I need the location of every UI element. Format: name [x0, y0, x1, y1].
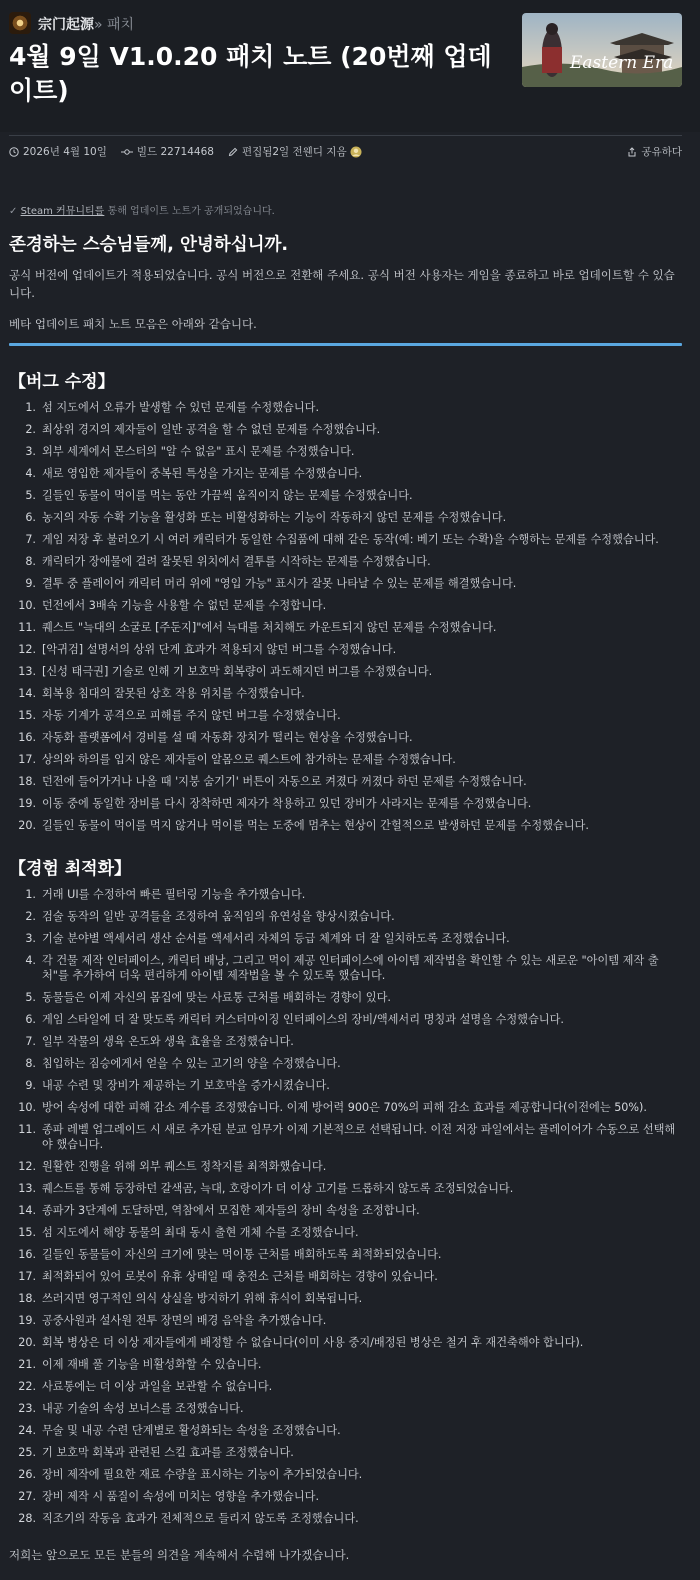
list-item-number: 10.	[18, 599, 36, 612]
list-item	[9, 686, 681, 708]
list-item-text: 게임 저장 후 불러오기 시 여러 캐릭터가 동일한 수집품에 대해 같은 동작(예: 베기 또는 수확)을 수행하는 문제를 수정했습니다.	[42, 533, 659, 546]
list-item-text: 공중사원과 설사원 전투 장면의 배경 음악을 추가했습니다.	[42, 1314, 327, 1327]
list-item-number: 7.	[25, 533, 36, 546]
list-item	[9, 818, 681, 840]
list-item-text: 캐릭터가 장애물에 걸려 잘못된 위치에서 결투를 시작하는 문제를 수정했습니다.	[42, 555, 431, 568]
list-item	[9, 1313, 681, 1335]
list-item-text: 쓰러지면 영구적인 의식 상실을 방지하기 위해 휴식이 회복됩니다.	[42, 1292, 363, 1305]
list-item-number: 18.	[18, 775, 36, 788]
list-item-number: 1.	[25, 888, 36, 901]
list-item-number: 26.	[18, 1468, 36, 1481]
list-item-text: 회복용 침대의 잘못된 상호 작용 위치를 수정했습니다.	[42, 687, 305, 700]
list-item-text: 퀘스트를 통해 등장하던 갈색곰, 늑대, 호랑이가 더 이상 고기를 드롭하지 않도록 조정되었습니다.	[42, 1182, 514, 1195]
list-item-number: 18.	[18, 1292, 36, 1305]
list-item	[9, 909, 681, 931]
section-heading-bugfix: 【버그 수정】	[9, 372, 115, 392]
list-item	[9, 1034, 681, 1056]
list-item-text: 거래 UI를 수정하여 빠른 필터링 기능을 추가했습니다.	[42, 888, 306, 901]
post-meta	[9, 144, 380, 159]
list-item-number: 15.	[18, 709, 36, 722]
list-item-number: 10.	[18, 1101, 36, 1114]
list-item-number: 20.	[18, 819, 36, 832]
list-item-number: 24.	[18, 1424, 36, 1437]
list-item-number: 3.	[25, 932, 36, 945]
list-item	[9, 1012, 681, 1034]
list-item-number: 20.	[18, 1336, 36, 1349]
greeting-heading: 존경하는 스승님들께, 안녕하십니까.	[9, 235, 289, 255]
list-item-text: 장비 제작에 필요한 재료 수량을 표시하는 기능이 추가되었습니다.	[42, 1468, 363, 1481]
list-item-text: 퀘스트 "늑대의 소굴로 [주둔지]"에서 늑대를 처치해도 카운트되지 않던 문제를 수정했습니다.	[42, 621, 497, 634]
list-item-number: 1.	[25, 401, 36, 414]
list-item	[9, 1379, 681, 1401]
list-item	[9, 1467, 681, 1489]
list-item-number: 5.	[25, 489, 36, 502]
page-title: 4월 9일 V1.0.20 패치 노트 (20번째 업데이트)	[9, 42, 492, 105]
list-item-text: 이제 재배 풀 기능을 비활성화할 수 있습니다.	[42, 1358, 262, 1371]
list-item-text: 방어 속성에 대한 피해 감소 계수를 조정했습니다. 이제 방어력 900은 70%의 피해 감소 효과를 제공합니다(이전에는 50%).	[42, 1101, 647, 1114]
list-item	[9, 1445, 681, 1467]
list-item-number: 25.	[18, 1446, 36, 1459]
list-item-number: 19.	[18, 1314, 36, 1327]
list-item-text: 자동 기계가 공격으로 피해를 주지 않던 버그를 수정했습니다.	[42, 709, 341, 722]
intro-paragraph: 공식 버전에 업데이트가 적용되었습니다. 공식 버전으로 전환해 주세요. 공식 버전 사용자는 게임을 종료하고 바로 업데이트할 수 있습니다.	[9, 268, 675, 300]
list-item-text: 새로 영입한 제자들이 중복된 특성을 가지는 문제를 수정했습니다.	[42, 467, 363, 480]
thumbnail-logo-text: Eastern Era	[570, 53, 674, 73]
list-item	[9, 1078, 681, 1100]
list-item-text: 섬 지도에서 해양 동물의 최대 동시 출현 개체 수를 조정했습니다.	[42, 1226, 359, 1239]
breadcrumb-separator: »	[94, 17, 103, 33]
list-item	[9, 1511, 681, 1533]
list-item-text: 검술 동작의 일반 공격들을 조정하여 움직임의 유연성을 향상시켰습니다.	[42, 910, 395, 923]
list-item-text: 외부 세계에서 몬스터의 "알 수 없음" 표시 문제를 수정했습니다.	[42, 445, 355, 458]
list-item	[9, 887, 681, 909]
list-item	[9, 931, 681, 953]
list-item-number: 28.	[18, 1512, 36, 1525]
list-item-number: 4.	[25, 954, 36, 967]
game-logo-icon[interactable]	[9, 12, 31, 34]
list-item	[9, 664, 681, 686]
list-item-text: 회복 병상은 더 이상 제자들에게 배정할 수 없습니다(이미 사용 중지/배정된 병상은 철거 후 재건축해야 합니다).	[42, 1336, 584, 1349]
list-item-text: 내공 기술의 속성 보너스를 조정했습니다.	[42, 1402, 244, 1415]
list-item	[9, 730, 681, 752]
list-item	[9, 1100, 681, 1122]
section-divider	[9, 343, 682, 346]
list-item	[9, 752, 681, 774]
list-item	[9, 400, 681, 422]
list-item-text: 침입하는 짐승에게서 얻을 수 있는 고기의 양을 수정했습니다.	[42, 1057, 341, 1070]
list-item-number: 14.	[18, 687, 36, 700]
list-item-number: 4.	[25, 467, 36, 480]
list-item-text: 일부 작물의 생육 온도와 생육 효율을 조정했습니다.	[42, 1035, 294, 1048]
list-item	[9, 1335, 681, 1357]
list-item	[9, 510, 681, 532]
list-item-text: 농지의 자동 수확 기능을 활성화 또는 비활성화하는 기능이 작동하지 않던 문제를 수정했습니다.	[42, 511, 507, 524]
list-item-text: 종파가 3단계에 도달하면, 역참에서 모집한 제자들의 장비 속성을 조정합니다.	[42, 1204, 420, 1217]
list-item-text: 게임 스타일에 더 잘 맞도록 캐릭터 커스터마이징 인터페이스의 장비/액세서리 명칭과 설명을 수정했습니다.	[42, 1013, 564, 1026]
list-item-number: 9.	[25, 577, 36, 590]
breadcrumb-game-link[interactable]: 宗门起源	[38, 17, 94, 33]
list-item-text: 자동화 플랫폼에서 경비를 설 때 자동화 장치가 떨리는 현상을 수정했습니다.	[42, 731, 413, 744]
list-item-text: 이동 중에 동일한 장비를 다시 장착하면 제자가 착용하고 있던 장비가 사라지는 문제를 수정했습니다.	[42, 797, 532, 810]
list-item	[9, 422, 681, 444]
list-item-number: 13.	[18, 1182, 36, 1195]
list-item-text: 최적화되어 있어 로봇이 유휴 상태일 때 충전소 근처를 배회하는 경향이 있습니다.	[42, 1270, 438, 1283]
author-avatar[interactable]	[350, 146, 362, 158]
share-icon	[627, 147, 637, 157]
list-item-number: 19.	[18, 797, 36, 810]
list-item-text: 동물들은 이제 자신의 몸집에 맞는 사료통 근처를 배회하는 경향이 있다.	[42, 991, 391, 1004]
list-item-text: 최상위 경지의 제자들이 일반 공격을 할 수 없던 문제를 수정했습니다.	[42, 423, 381, 436]
list-item	[9, 620, 681, 642]
list-item	[9, 598, 681, 620]
breadcrumb	[38, 14, 134, 34]
list-item	[9, 708, 681, 730]
list-item-text: 던전에서 3배속 기능을 사용할 수 없던 문제를 수정합니다.	[42, 599, 327, 612]
list-item-text: 무술 및 내공 수련 단계별로 활성화되는 속성을 조정했습니다.	[42, 1424, 341, 1437]
list-item	[9, 953, 681, 990]
bugfix-list	[9, 400, 681, 840]
list-item-number: 9.	[25, 1079, 36, 1092]
list-item	[9, 576, 681, 598]
list-item-text: 사료통에는 더 이상 과일을 보관할 수 없습니다.	[42, 1380, 273, 1393]
list-item-number: 15.	[18, 1226, 36, 1239]
check-icon: ✓	[9, 206, 18, 217]
list-item-number: 8.	[25, 1057, 36, 1070]
post-date	[9, 144, 107, 159]
list-item-number: 17.	[18, 753, 36, 766]
list-item-number: 12.	[18, 1160, 36, 1173]
game-thumbnail[interactable]	[522, 13, 682, 87]
page-header	[0, 0, 700, 132]
list-item-number: 6.	[25, 511, 36, 524]
list-item-number: 14.	[18, 1204, 36, 1217]
list-item-text: 원활한 진행을 위해 외부 퀘스트 정착지를 최적화했습니다.	[42, 1160, 327, 1173]
list-item	[9, 1122, 681, 1159]
pencil-icon	[228, 147, 238, 157]
source-note	[9, 202, 275, 217]
list-item-number: 22.	[18, 1380, 36, 1393]
list-item	[9, 1225, 681, 1247]
list-item	[9, 488, 681, 510]
list-item	[9, 990, 681, 1012]
list-item-number: 5.	[25, 991, 36, 1004]
share-label: 공유하다	[641, 146, 682, 158]
post-build-text: 빌드 22714468	[136, 146, 214, 158]
game-thumbnail-art	[522, 13, 682, 87]
list-item-text: 섬 지도에서 오류가 발생할 수 있던 문제를 수정했습니다.	[42, 401, 320, 414]
list-item-text: 장비 제작 시 품질이 속성에 미치는 영향을 추가했습니다.	[42, 1490, 320, 1503]
list-item	[9, 796, 681, 818]
list-item-number: 17.	[18, 1270, 36, 1283]
list-item-text: 기술 분야별 액세서리 생산 순서를 액세서리 자체의 등급 체계와 더 잘 일치하도록 조정했습니다.	[42, 932, 510, 945]
list-item	[9, 1247, 681, 1269]
list-item	[9, 1291, 681, 1313]
list-item-text: [악귀검] 설명서의 상위 단계 효과가 적용되지 않던 버그를 수정했습니다.	[42, 643, 397, 656]
post-date-text: 2026년 4월 10일	[23, 146, 107, 158]
list-item	[9, 1489, 681, 1511]
list-item-text: 길들인 동물들이 자신의 크기에 맞는 먹이통 근처를 배회하도록 최적화되었습니다.	[42, 1248, 442, 1261]
list-item	[9, 444, 681, 466]
list-item-number: 6.	[25, 1013, 36, 1026]
list-item	[9, 532, 681, 554]
list-item-number: 27.	[18, 1490, 36, 1503]
optimization-list	[9, 887, 681, 1533]
header-divider	[9, 135, 682, 136]
post-edited	[228, 144, 366, 159]
list-item-text: 각 건물 제작 인터페이스, 캐릭터 배낭, 그리고 먹이 제공 인터페이스에 아이템 제작법을 확인할 수 있는 새로운 "아이템 제작 출처"를 추가하여 더욱 편리하게 아이템 제작법을 볼 수 있도록 했습니다.	[42, 954, 659, 982]
list-item	[9, 1401, 681, 1423]
list-item-text: 던전에 들어가거나 나올 때 '지붕 숨기기' 버튼이 자동으로 켜졌다 꺼졌다 하던 문제를 수정했습니다.	[42, 775, 527, 788]
steam-community-link[interactable]: Steam 커뮤니티를	[20, 206, 105, 217]
list-item-number: 7.	[25, 1035, 36, 1048]
share-button[interactable]	[627, 144, 682, 159]
section-heading-optimization: 【경험 최적화】	[9, 859, 132, 879]
list-item-text: 직조기의 작동음 효과가 전체적으로 들리지 않도록 조정했습니다.	[42, 1512, 359, 1525]
list-item-number: 2.	[25, 910, 36, 923]
list-item	[9, 1181, 681, 1203]
list-item-text: 내공 수련 및 장비가 제공하는 기 보호막을 증가시켰습니다.	[42, 1079, 330, 1092]
list-item-number: 23.	[18, 1402, 36, 1415]
source-note-text: 통해 업데이트 노트가 공개되었습니다.	[104, 206, 275, 217]
clock-icon	[9, 147, 19, 157]
list-item-text: 결투 중 플레이어 캐릭터 머리 위에 "영입 가능" 표시가 잘못 나타날 수 있는 문제를 해결했습니다.	[42, 577, 517, 590]
list-item-number: 13.	[18, 665, 36, 678]
list-item-text: [신성 태극권] 기술로 인해 기 보호막 회복량이 과도해지던 버그를 수정했습니다.	[42, 665, 433, 678]
list-item-number: 11.	[18, 1123, 36, 1136]
list-item-number: 12.	[18, 643, 36, 656]
list-item-text: 길들인 동물이 먹이를 먹는 동안 가끔씩 움직이지 않는 문제를 수정했습니다.	[42, 489, 413, 502]
list-item	[9, 466, 681, 488]
intro-paragraph-2: 베타 업데이트 패치 노트 모음은 아래와 같습니다.	[9, 317, 257, 331]
post-edited-text: 편집됨2일 전웬디 지음	[241, 146, 347, 158]
list-item	[9, 1056, 681, 1078]
list-item	[9, 1159, 681, 1181]
list-item-text: 상의와 하의를 입지 않은 제자들이 알몸으로 퀘스트에 참가하는 문제를 수정했습니다.	[42, 753, 456, 766]
list-item	[9, 1423, 681, 1445]
breadcrumb-section-link[interactable]: 패치	[107, 17, 135, 33]
list-item	[9, 774, 681, 796]
list-item-number: 16.	[18, 1248, 36, 1261]
list-item-text: 종파 레벨 업그레이드 시 새로 추가된 분교 임무가 이제 기본적으로 선택됩니다. 이전 저장 파일에서는 플레이어가 수동으로 선택해야 했습니다.	[42, 1123, 676, 1151]
list-item-number: 3.	[25, 445, 36, 458]
list-item-number: 8.	[25, 555, 36, 568]
list-item-text: 길들인 동물이 먹이를 먹지 않거나 먹이를 먹는 도중에 멈추는 현상이 간헐적으로 발생하던 문제를 수정했습니다.	[42, 819, 589, 832]
list-item-text: 기 보호막 회복과 관련된 스킬 효과를 조정했습니다.	[42, 1446, 294, 1459]
commit-icon	[121, 147, 133, 157]
list-item-number: 16.	[18, 731, 36, 744]
list-item	[9, 1269, 681, 1291]
list-item	[9, 1357, 681, 1379]
list-item-number: 11.	[18, 621, 36, 634]
list-item-number: 2.	[25, 423, 36, 436]
closing-paragraph: 저희는 앞으로도 모든 분들의 의견을 계속해서 수렴해 나가겠습니다.	[9, 1548, 350, 1562]
post-build	[121, 144, 214, 159]
list-item	[9, 642, 681, 664]
list-item-number: 21.	[18, 1358, 36, 1371]
list-item	[9, 554, 681, 576]
list-item	[9, 1203, 681, 1225]
